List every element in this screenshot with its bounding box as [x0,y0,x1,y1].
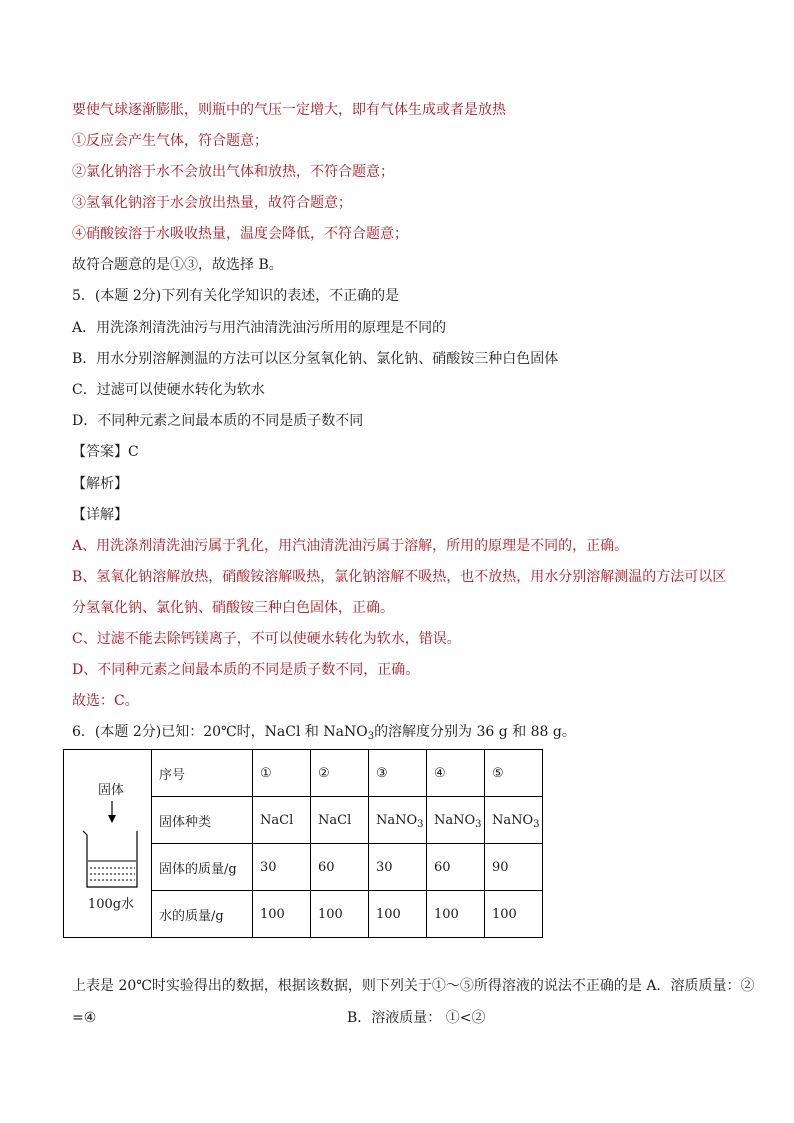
solid-mass-cell-3: 30 [369,844,427,891]
answer-label: 【答案】C [72,444,139,460]
arrow-head [108,815,116,823]
solid-type-cell-4 [427,797,485,844]
index-cell-4: ④ [427,750,485,797]
formula-subscript: 3 [475,818,482,830]
explanation-d: D、不同种元素之间最本质的不同是质子数不同，正确。 [72,662,420,678]
conclusion-line: 故符合题意的是①③，故选择 B。 [72,257,283,273]
row-label-solid-mass: 固体的质量/g [152,844,253,891]
row-label-index: 序号 [152,750,253,797]
explanation-line-4: ③氢氧化钠溶于水会放出热量，故符合题意； [72,195,352,211]
question-6-after-table-line-1: 上表是 20℃时实验得出的数据，根据该数据，则下列关于①～⑤所得溶液的说法不正确的是 A．溶质质量：② [72,978,755,994]
explanation-line-2: ①反应会产生气体，符合题意； [72,133,268,149]
water-mass-cell-1: 100 [253,891,311,938]
explanation-c: C、过滤不能去除钙镁离子，不可以使硬水转化为软水，错误。 [72,631,461,647]
explanation-a: A、用洗涤剂清洗油污属于乳化，用汽油清洗油污属于溶解，所用的原理是不同的，正确。 [72,538,629,554]
solid-mass-cell-2: 60 [311,844,369,891]
formula: NaNO [434,812,476,828]
water-label: 100g水 [87,896,135,912]
question-5-option-a: A．用洗涤剂清洗油污与用汽油清洗油污所用的原理是不同的 [72,320,447,336]
water-mass-cell-4: 100 [427,891,485,938]
water-mass-cell-3: 100 [369,891,427,938]
formula: NaNO [492,812,534,828]
explanation-line-5: ④硝酸铵溶于水吸收热量，温度会降低，不符合题意； [72,226,408,242]
solid-type-cell-1: NaCl [253,797,311,844]
experiment-table [63,749,543,938]
question-5-option-c: C．过滤可以使硬水转化为软水 [72,382,265,398]
beaker-figure-cell [64,750,152,938]
formula-subscript: 3 [533,818,540,830]
row-label-water-mass: 水的质量/g [152,891,253,938]
choice-line: 故选：C。 [72,693,139,709]
q6-stem-part-b: 的溶解度分别为 36 g 和 88 g。 [374,724,576,740]
q6-stem-subscript: 3 [367,731,375,742]
index-cell-5: ⑤ [485,750,543,797]
water-mass-cell-5: 100 [485,891,543,938]
index-cell-1: ① [253,750,311,797]
q6-stem-part-a: 6．(本题 2分)已知：20℃时，NaCl 和 NaNO [72,724,368,740]
solid-mass-cell-5: 90 [485,844,543,891]
question-5-stem: 5．(本题 2分)下列有关化学知识的表述，不正确的是 [72,288,400,304]
row-label-solid-type: 固体种类 [152,797,253,844]
question-5-option-b: B．用水分别溶解测温的方法可以区分氢氧化钠、氯化钠、硝酸铵三种白色固体 [72,351,559,367]
explanation-line-1: 要使气球逐渐膨胀，则瓶中的气压一定增大，即有气体生成或者是放热 [72,102,506,118]
solid-mass-cell-4: 60 [427,844,485,891]
table-row [64,750,543,797]
formula: NaNO [376,812,418,828]
index-cell-3: ③ [369,750,427,797]
question-6-after-table-line-2a: =④ [72,1010,97,1026]
water-mass-cell-2: 100 [311,891,369,938]
solid-type-cell-3 [369,797,427,844]
analysis-label: 【解析】 [72,476,128,492]
beaker-outline [83,831,137,887]
solid-label: 固体 [97,782,124,798]
formula-subscript: 3 [417,818,424,830]
explanation-line-3: ②氯化钠溶于水不会放出气体和放热，不符合题意； [72,164,394,180]
question-5-option-d: D．不同种元素之间最本质的不同是质子数不同 [72,413,364,429]
index-cell-2: ② [311,750,369,797]
question-6-option-b: B．溶液质量： ①<② [347,1010,486,1026]
explanation-b-line-1: B、氢氧化钠溶解放热，硝酸铵溶解吸热，氯化钠溶解不吸热，也不放热，用水分别溶解测温的方法可以区 [72,569,727,585]
solid-type-cell-5 [485,797,543,844]
question-6-stem [72,722,576,742]
solid-mass-cell-1: 30 [253,844,311,891]
solid-type-cell-2: NaCl [311,797,369,844]
detail-label: 【详解】 [72,507,128,523]
explanation-b-line-2: 分氢氧化钠、氯化钠、硝酸铵三种白色固体，正确。 [72,600,394,616]
